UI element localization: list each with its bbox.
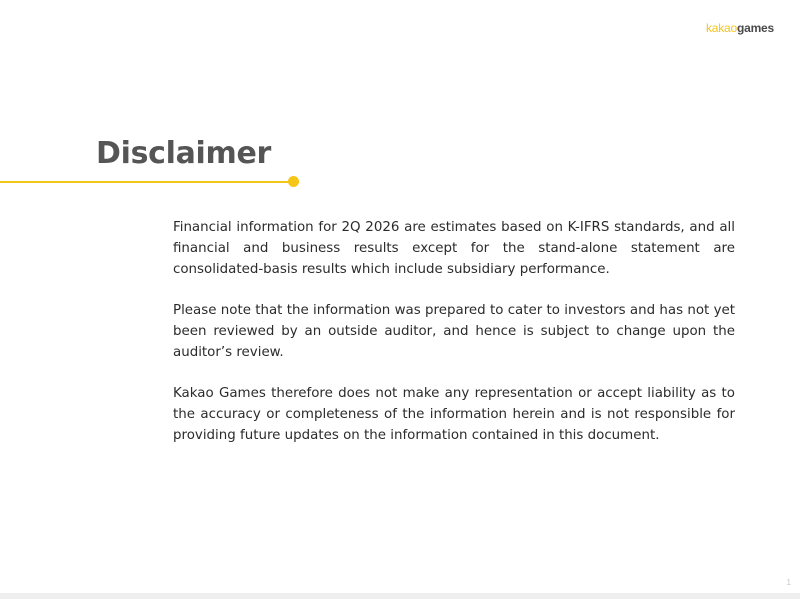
- underline-dot: [288, 176, 299, 187]
- footer-bar: [0, 593, 800, 599]
- disclaimer-paragraph: Kakao Games therefore does not make any representation or accept liability as to the accuracy or completeness of the information herein and is not responsible for providing future updates on the information contained in this document.: [173, 386, 735, 443]
- disclaimer-body: [173, 218, 735, 468]
- title-underline: [0, 181, 292, 183]
- page-title: Disclaimer: [96, 136, 272, 171]
- disclaimer-paragraph: Please note that the information was prepared to cater to investors and has not yet been reviewed by an outside auditor, and hence is subject to change upon the auditor’s review.: [173, 303, 735, 360]
- kakaogames-logo: [706, 21, 774, 35]
- disclaimer-paragraph: Financial information for 2Q 2026 are estimates based on K-IFRS standards, and all financial and business results except for the stand-alone statement are consolidated-basis results which include subsidiary performance.: [173, 220, 735, 277]
- logo-games-text: games: [736, 21, 774, 35]
- page-number: 1: [786, 578, 791, 587]
- logo-kakao-text: kakao: [705, 21, 737, 35]
